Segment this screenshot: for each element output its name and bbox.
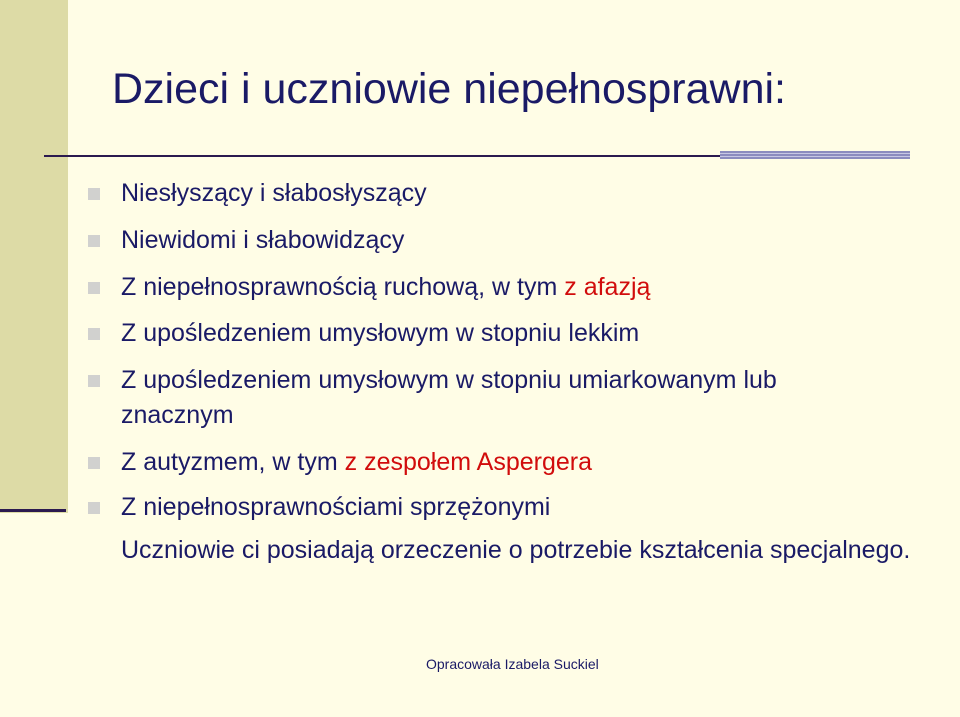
bullet-text: Z niepełnosprawnością ruchową, w tym — [121, 273, 565, 301]
square-bullet-icon — [88, 328, 100, 340]
sidebar-divider — [0, 509, 66, 512]
slide-title: Dzieci i uczniowie niepełnosprawni: — [112, 65, 786, 113]
bullet-highlight: z zespołem Aspergera — [344, 448, 592, 476]
bullet-text: Niewidomi i słabowidzący — [121, 226, 405, 254]
bullet-text: Z autyzmem, w tym — [121, 448, 345, 476]
slide-note: Uczniowie ci posiadają orzeczenie o potrzebie kształcenia specjalnego. — [121, 536, 911, 564]
square-bullet-icon — [88, 502, 100, 514]
bullet-highlight: z afazją — [564, 273, 651, 301]
bullet-text: Z upośledzeniem umysłowym w stopniu umiarkowanym lub znacznym — [121, 366, 777, 429]
square-bullet-icon — [88, 235, 100, 247]
square-bullet-icon — [88, 375, 100, 387]
bullet-text: Z niepełnosprawnościami sprzężonymi — [121, 493, 551, 521]
square-bullet-icon — [88, 457, 100, 469]
square-bullet-icon — [88, 282, 100, 294]
square-bullet-icon — [88, 188, 100, 200]
bullet-text: Z upośledzeniem umysłowym w stopniu lekkim — [121, 319, 640, 347]
slide-footer: Opracowała Izabela Suckiel — [426, 656, 599, 672]
bullet-text: Niesłyszący i słabosłyszący — [121, 179, 427, 207]
